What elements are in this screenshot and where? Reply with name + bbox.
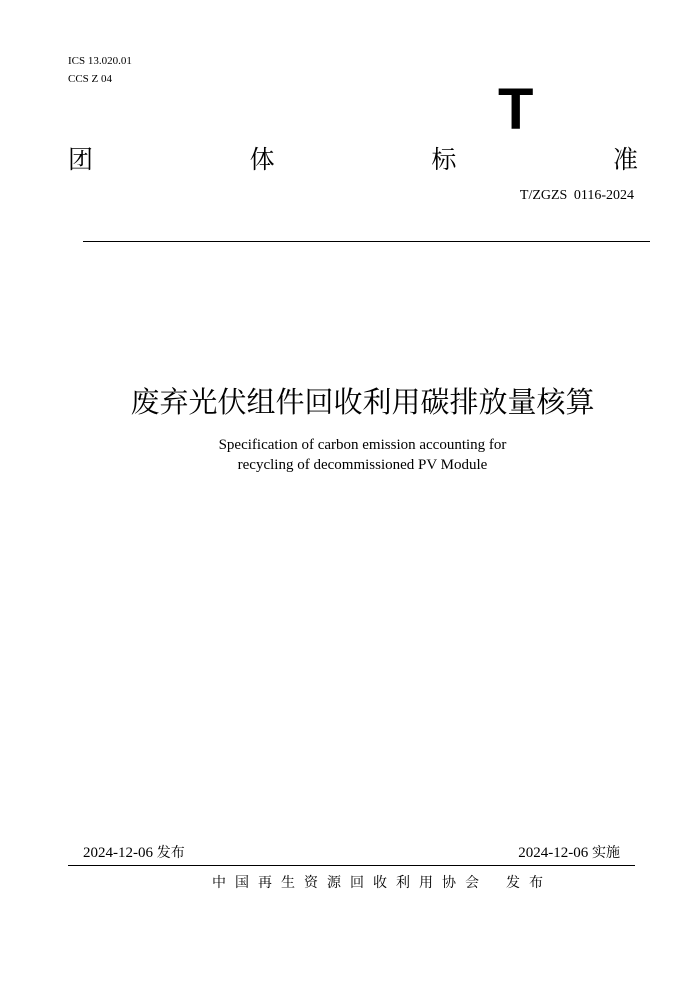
standard-type-char: 标 xyxy=(431,145,457,174)
document-title-english xyxy=(0,435,700,475)
publisher-name: 中国再生资源回收利用协会 xyxy=(212,875,488,891)
ics-code: ICS 13.020.01 xyxy=(68,55,132,67)
standard-code: T/ZGZS 0116-2024 xyxy=(519,188,634,203)
english-title-line: recycling of decommissioned PV Module xyxy=(237,457,488,473)
standard-type-heading xyxy=(68,143,638,177)
publisher-line xyxy=(212,873,552,893)
footer-divider xyxy=(68,865,635,866)
standard-type-char: 准 xyxy=(612,145,638,174)
standard-type-mark: T xyxy=(498,77,534,142)
standard-type-char: 体 xyxy=(249,145,275,174)
classification-codes xyxy=(68,52,132,88)
publisher-action: 发布 xyxy=(506,875,552,891)
implement-label: 实施 xyxy=(592,845,620,861)
publish-label: 发布 xyxy=(156,845,185,861)
header-divider xyxy=(83,241,650,242)
implement-date: 2024-12-06 xyxy=(518,845,589,861)
publish-date: 2024-12-06 xyxy=(83,845,153,861)
implement-date-block xyxy=(518,843,620,863)
english-title-line: Specification of carbon emission accounting for xyxy=(218,437,507,453)
standard-type-char: 团 xyxy=(68,145,94,174)
ccs-code: CCS Z 04 xyxy=(68,73,113,85)
document-title-chinese: 废弃光伏组件回收利用碳排放量核算 xyxy=(130,385,595,419)
publish-date-block xyxy=(83,843,185,863)
